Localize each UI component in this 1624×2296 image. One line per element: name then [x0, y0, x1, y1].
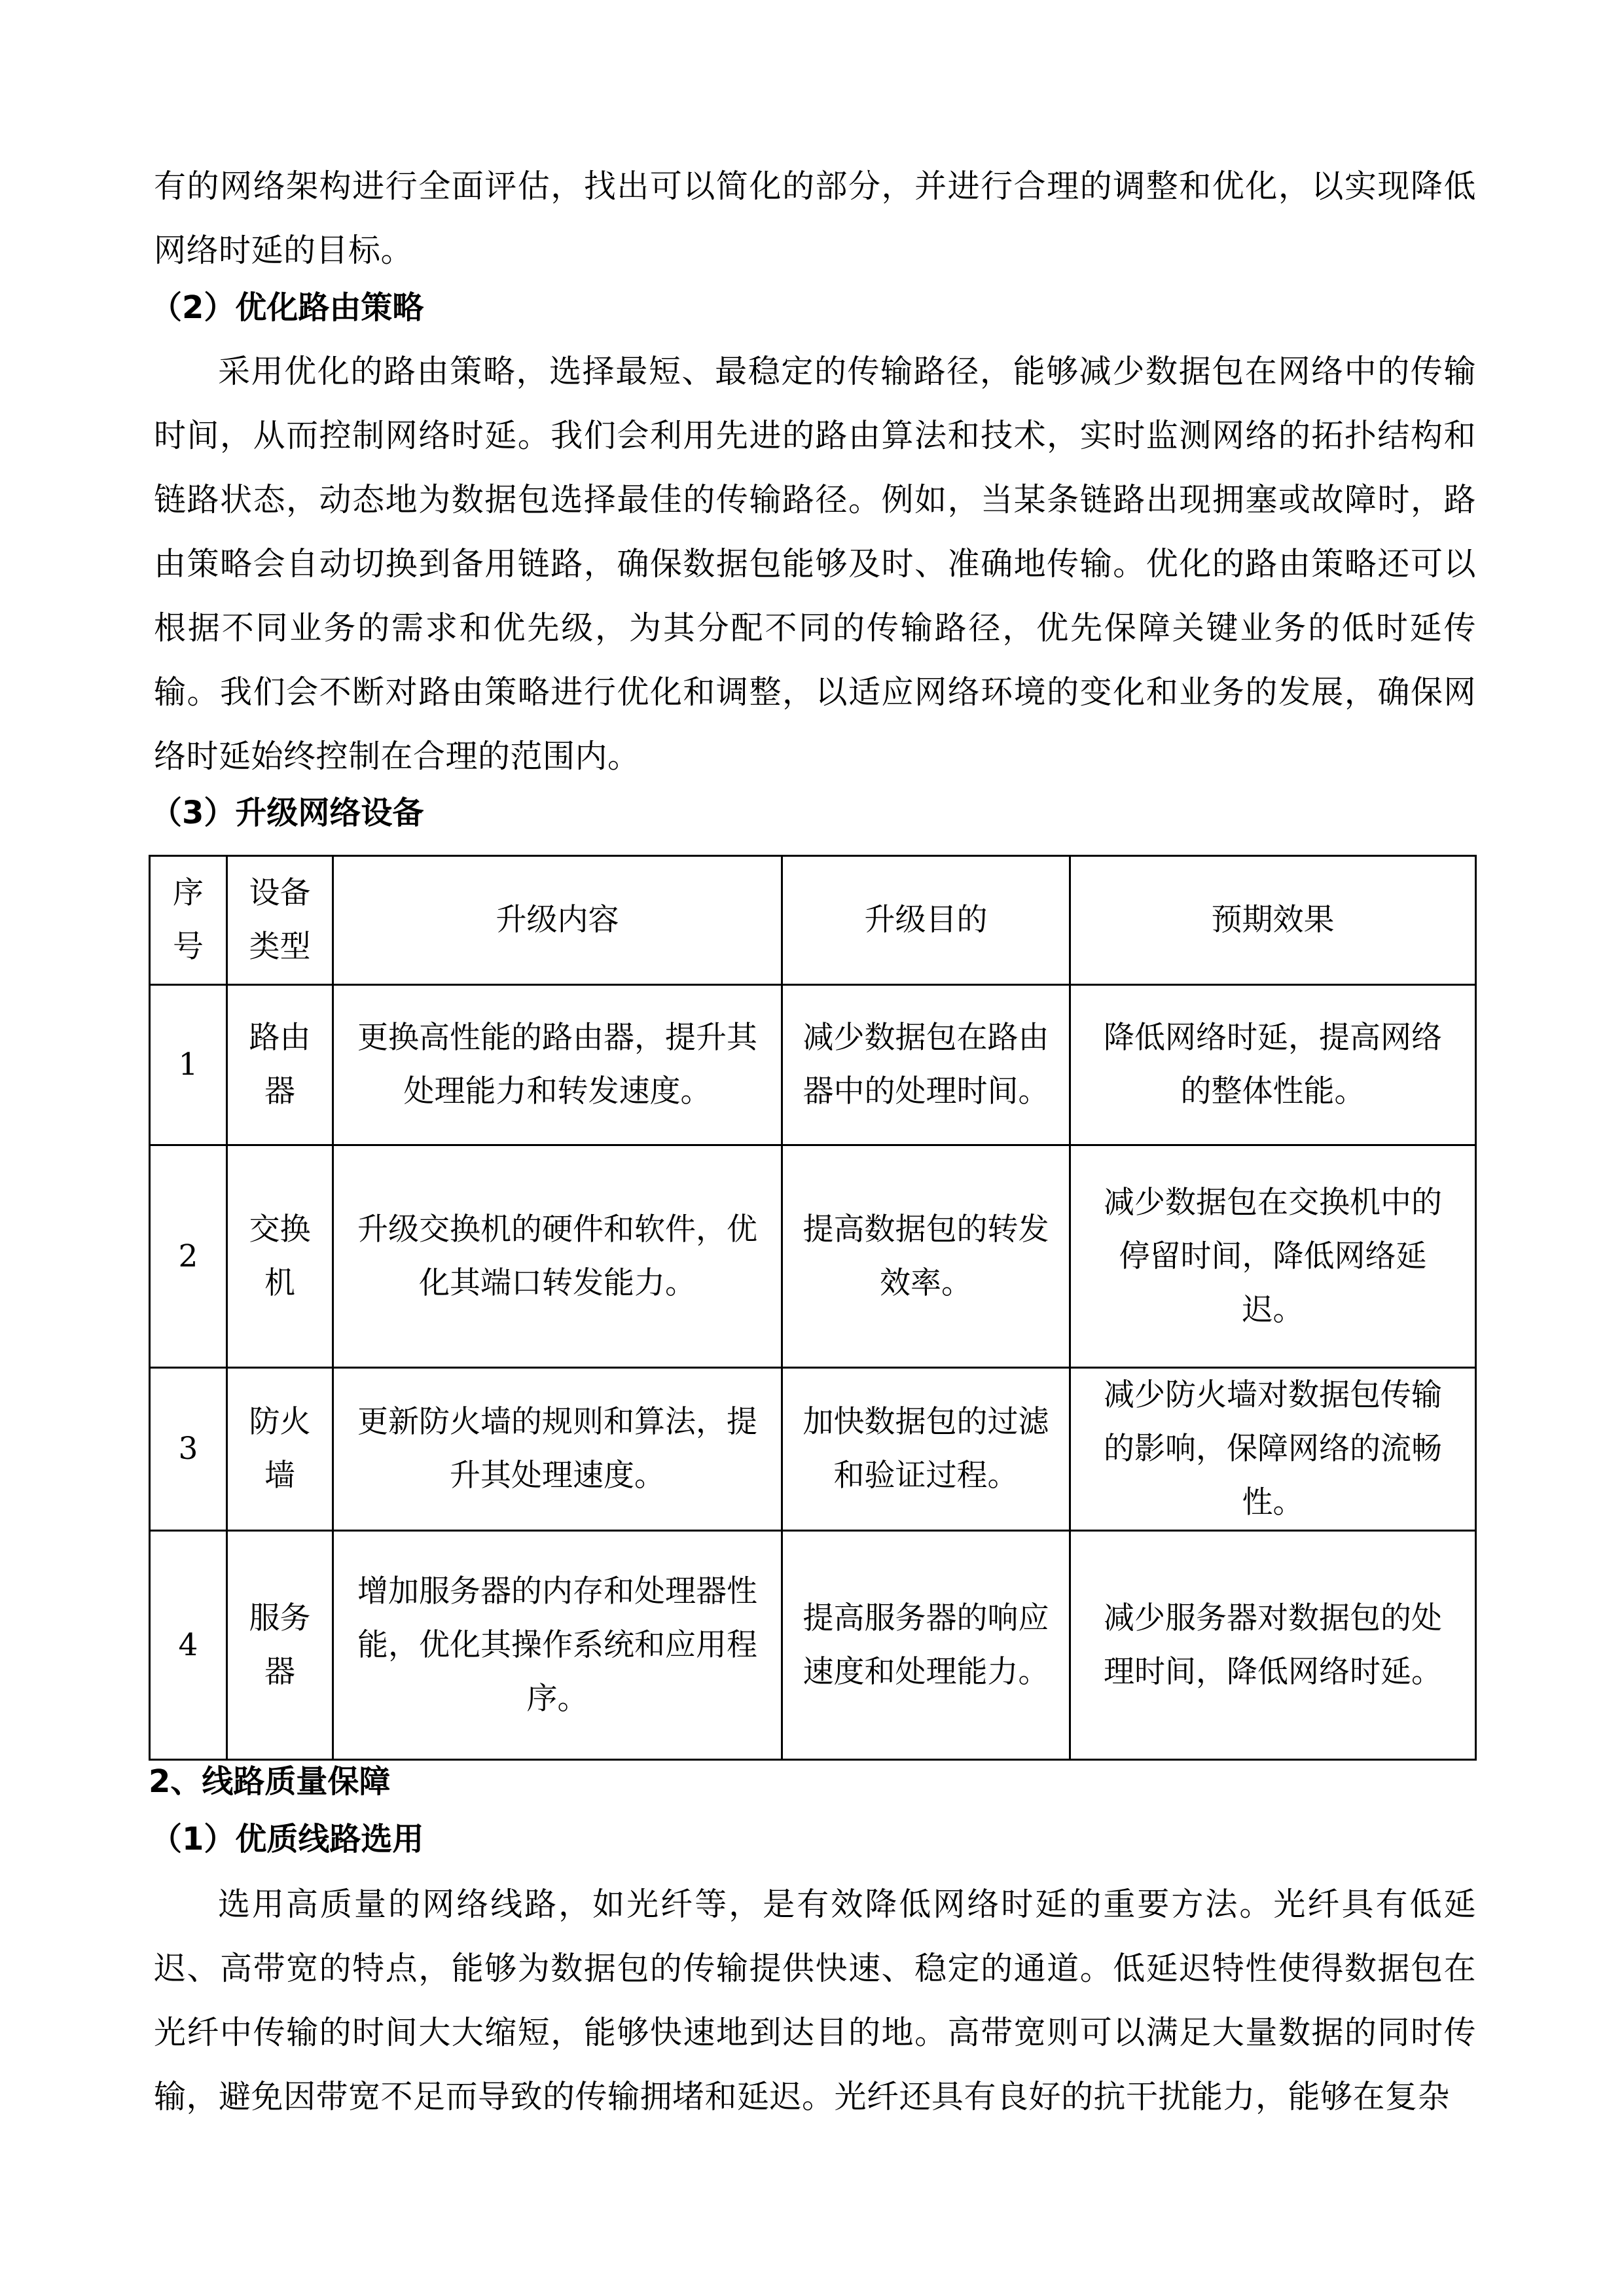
cell-type: 防火墙 [227, 1368, 333, 1531]
section-heading-line-quality: 2、线路质量保障 [149, 1763, 391, 1800]
cell-type: 服务器 [227, 1531, 333, 1760]
cell-effect: 减少数据包在交换机中的停留时间，降低网络延迟。 [1070, 1145, 1476, 1368]
section-heading-routing: （2）优化路由策略 [151, 289, 424, 326]
table-header-row [150, 856, 1476, 985]
header-purpose: 升级目的 [782, 856, 1070, 985]
cell-purpose: 减少数据包在路由器中的处理时间。 [782, 985, 1070, 1145]
cell-purpose: 提高服务器的响应速度和处理能力。 [782, 1531, 1070, 1760]
section-heading-quality-lines: （1）优质线路选用 [151, 1821, 424, 1857]
cell-content: 升级交换机的硬件和软件，优化其端口转发能力。 [333, 1145, 782, 1368]
routing-paragraph: 采用优化的路由策略，选择最短、最稳定的传输路径，能够减少数据包在网络中的传输时间，从而控制网络时延。我们会利用先进的路由算法和技术，实时监测网络的拓扑结构和链路状态，动态地为数据包选择最佳的传输路径。例如，当某条链路出现拥塞或故障时，路由策略会自动切换到备用链路，确保数据包能够及时、准确地传输。优化的路由策略还可以根据不同业务的需求和优先级，为其分配不同的传输路径，优先保障关键业务的低时延传输。我们会不断对路由策略进行优化和调整，以适应网络环境的变化和业务的发展，确保网络时延始终控制在合理的范围内。 [154, 353, 1476, 775]
cell-effect: 降低网络时延，提高网络的整体性能。 [1070, 985, 1476, 1145]
header-content: 升级内容 [333, 856, 782, 985]
device-upgrade-table [149, 855, 1477, 1761]
table-row [150, 1368, 1476, 1531]
cell-no: 1 [150, 985, 227, 1145]
intro-paragraph: 有的网络架构进行全面评估，找出可以简化的部分，并进行合理的调整和优化，以实现降低网络时延的目标。 [154, 168, 1476, 269]
cell-content: 更新防火墙的规则和算法，提升其处理速度。 [333, 1368, 782, 1531]
cell-effect: 减少服务器对数据包的处理时间，降低网络时延。 [1070, 1531, 1476, 1760]
cell-content: 增加服务器的内存和处理器性能，优化其操作系统和应用程序。 [333, 1531, 782, 1760]
cell-purpose: 加快数据包的过滤和验证过程。 [782, 1368, 1070, 1531]
table-row [150, 1531, 1476, 1760]
line-quality-paragraph: 选用高质量的网络线路，如光纤等，是有效降低网络时延的重要方法。光纤具有低延迟、高带宽的特点，能够为数据包的传输提供快速、稳定的通道。低延迟特性使得数据包在光纤中传输的时间大大缩短，能够快速地到达目的地。高带宽则可以满足大量数据的同时传输，避免因带宽不足而导致的传输拥堵和延迟。光纤还具有良好的抗干扰能力，能够在复杂 [154, 1886, 1476, 2115]
cell-type: 交换机 [227, 1145, 333, 1368]
header-effect: 预期效果 [1070, 856, 1476, 985]
header-type: 设备类型 [227, 856, 333, 985]
table-row [150, 985, 1476, 1145]
cell-no: 4 [150, 1531, 227, 1760]
table-row [150, 1145, 1476, 1368]
cell-no: 3 [150, 1368, 227, 1531]
section-heading-devices: （3）升级网络设备 [151, 795, 424, 831]
cell-type: 路由器 [227, 985, 333, 1145]
cell-effect: 减少防火墙对数据包传输的影响，保障网络的流畅性。 [1070, 1368, 1476, 1531]
cell-no: 2 [150, 1145, 227, 1368]
cell-purpose: 提高数据包的转发效率。 [782, 1145, 1070, 1368]
header-no: 序号 [150, 856, 227, 985]
cell-content: 更换高性能的路由器，提升其处理能力和转发速度。 [333, 985, 782, 1145]
